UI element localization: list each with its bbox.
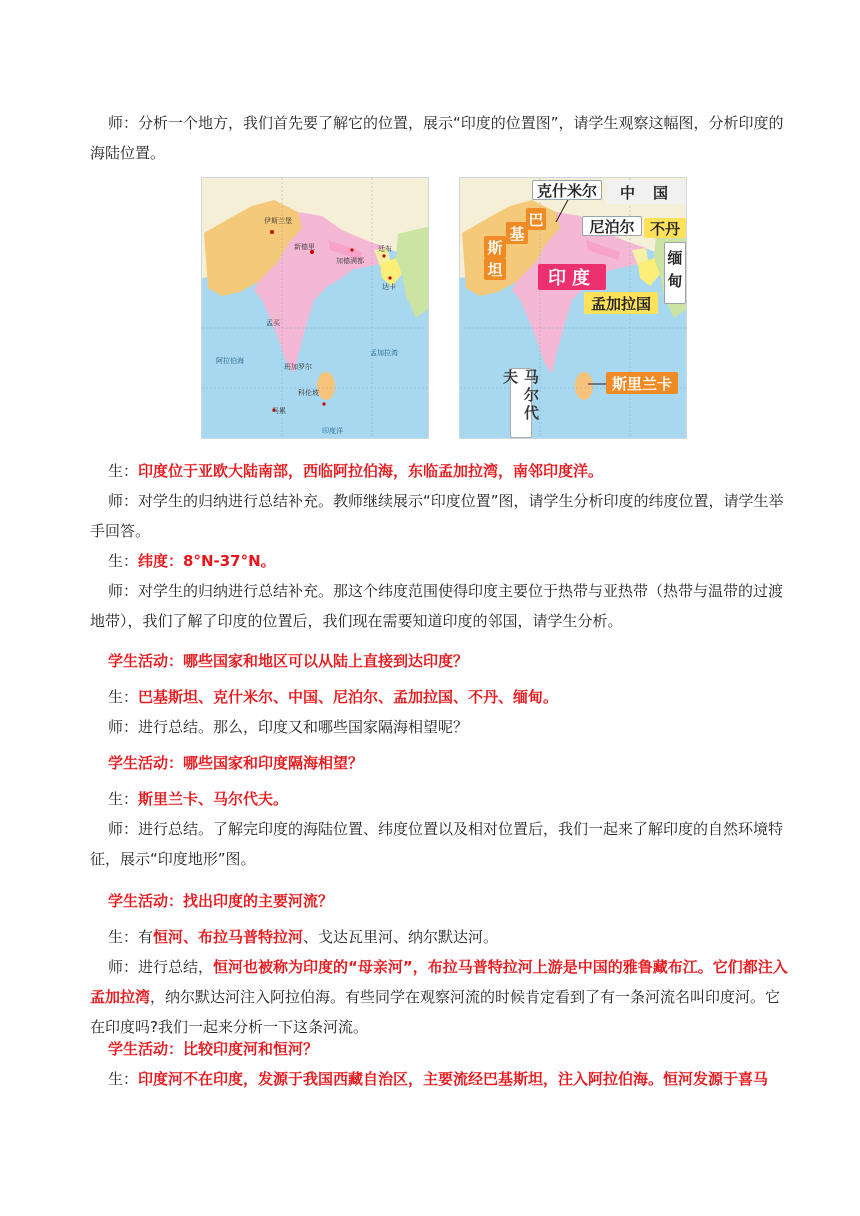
text-segment: ，纳尔默达河注入阿拉伯海。有些同学在观察河流的时候肯定看到了有一条河流名叫印度河。它在印度吗?我们一起来分析一下这条河流。 — [90, 988, 781, 1036]
label-china: 中国 — [606, 180, 686, 204]
paragraph — [90, 1064, 790, 1094]
label-pakistan-2: 基 — [506, 222, 528, 244]
highlighted-text: 恒河也被称为印度的“母亲河”，布拉马普特拉河上游是中国的雅鲁藏布江。它们都注入孟加拉湾 — [90, 958, 788, 1006]
map-left-label-arabian-sea: 阿拉伯海 — [216, 357, 244, 365]
highlighted-text: 学生活动：比较印度河和恒河？ — [108, 1040, 319, 1058]
paragraph — [90, 784, 790, 814]
label-myanmar: 缅甸 — [664, 242, 686, 304]
paragraph — [90, 712, 790, 742]
text-segment: 生： — [108, 790, 139, 808]
map-left-label-colombo: 科伦坡 — [298, 389, 319, 397]
paragraph — [90, 108, 790, 168]
map-left-label-mumbai: 孟买 — [266, 319, 280, 327]
map-left-label-thimphu: 廷布 — [378, 245, 392, 253]
paragraph — [90, 682, 790, 712]
text-segment: 生： — [108, 462, 139, 480]
map-left-label-male: 马累 — [272, 407, 286, 415]
highlighted-text: 印度位于亚欧大陆南部，西临阿拉伯海，东临孟加拉湾，南邻印度洋。 — [138, 462, 604, 480]
map-left-label-islamabad: 伊斯兰堡 — [264, 217, 292, 225]
text-segment: 生： — [108, 1070, 139, 1088]
highlighted-text: 斯里兰卡、马尔代夫。 — [138, 790, 289, 808]
text-segment: 师：进行总结， — [108, 958, 214, 976]
text-segment: 生：有 — [108, 928, 154, 946]
text-segment: 生： — [108, 688, 139, 706]
label-india: 印度 — [538, 264, 606, 290]
label-kashmir: 克什米尔 — [532, 180, 602, 200]
text-segment: 师：对学生的归纳进行总结补充。教师继续展示“印度位置”图，请学生分析印度的纬度位置，请学生举手回答。 — [90, 492, 784, 540]
paragraph — [90, 886, 790, 916]
india-location-maps — [201, 177, 687, 439]
paragraph — [90, 546, 790, 576]
paragraph — [90, 952, 790, 1042]
highlighted-text: 恒河、布拉马普特拉河 — [153, 928, 304, 946]
map-left-label-newdelhi: 新德里 — [294, 243, 315, 251]
map-left-label-bangalore: 班加罗尔 — [284, 363, 312, 371]
map-left-graphic — [202, 178, 429, 439]
highlighted-text: 纬度：8°N-37°N。 — [138, 552, 276, 570]
label-pakistan-3: 斯 — [484, 236, 506, 258]
highlighted-text: 学生活动：找出印度的主要河流？ — [108, 892, 334, 910]
label-pakistan-1: 巴 — [526, 208, 546, 230]
label-bangladesh: 孟加拉国 — [584, 292, 658, 314]
text-segment: 师：分析一个地方，我们首先要了解它的位置，展示“印度的位置图”，请学生观察这幅图，分析印度的海陆位置。 — [90, 114, 784, 162]
paragraph — [90, 922, 790, 952]
paragraph — [90, 646, 790, 676]
india-location-map-right — [459, 177, 687, 439]
highlighted-text: 印度河不在印度，发源于我国西藏自治区，主要流经巴基斯坦，注入阿拉伯海。恒河发源于喜马 — [138, 1070, 769, 1088]
text-segment: 师：对学生的归纳进行总结补充。那这个纬度范围使得印度主要位于热带与亚热带（热带与温带的过渡地带），我们了解了印度的位置后，我们现在需要知道印度的邻国，请学生分析。 — [90, 582, 784, 630]
paragraph — [90, 814, 790, 874]
india-location-map-left — [201, 177, 429, 439]
label-nepal: 尼泊尔 — [582, 216, 642, 236]
label-maldives: 马尔代夫 — [510, 368, 532, 438]
label-bhutan: 不丹 — [644, 218, 686, 238]
paragraph — [90, 456, 790, 486]
map-left-label-bay-of-bengal: 孟加拉湾 — [370, 349, 398, 357]
highlighted-text: 学生活动：哪些国家和地区可以从陆上直接到达印度？ — [108, 652, 469, 670]
highlighted-text: 巴基斯坦、克什米尔、中国、尼泊尔、孟加拉国、不丹、缅甸。 — [138, 688, 559, 706]
text-segment: 、戈达瓦里河、纳尔默达河。 — [303, 928, 499, 946]
paragraph — [90, 486, 790, 546]
map-left-label-kathmandu: 加德满都 — [336, 257, 364, 265]
map-left-label-dhaka: 达卡 — [382, 283, 396, 291]
text-segment: 师：进行总结。了解完印度的海陆位置、纬度位置以及相对位置后，我们一起来了解印度的自然环境特征，展示“印度地形”图。 — [90, 820, 784, 868]
text-segment: 师：进行总结。那么，印度又和哪些国家隔海相望呢？ — [108, 718, 469, 736]
label-sri-lanka: 斯里兰卡 — [606, 372, 678, 394]
paragraph — [90, 748, 790, 778]
text-segment: 生： — [108, 552, 139, 570]
map-left-label-indian-ocean: 印度洋 — [322, 427, 343, 435]
paragraph — [90, 576, 790, 636]
paragraph — [90, 1034, 790, 1064]
highlighted-text: 学生活动：哪些国家和印度隔海相望？ — [108, 754, 364, 772]
label-pakistan-4: 坦 — [484, 258, 506, 280]
